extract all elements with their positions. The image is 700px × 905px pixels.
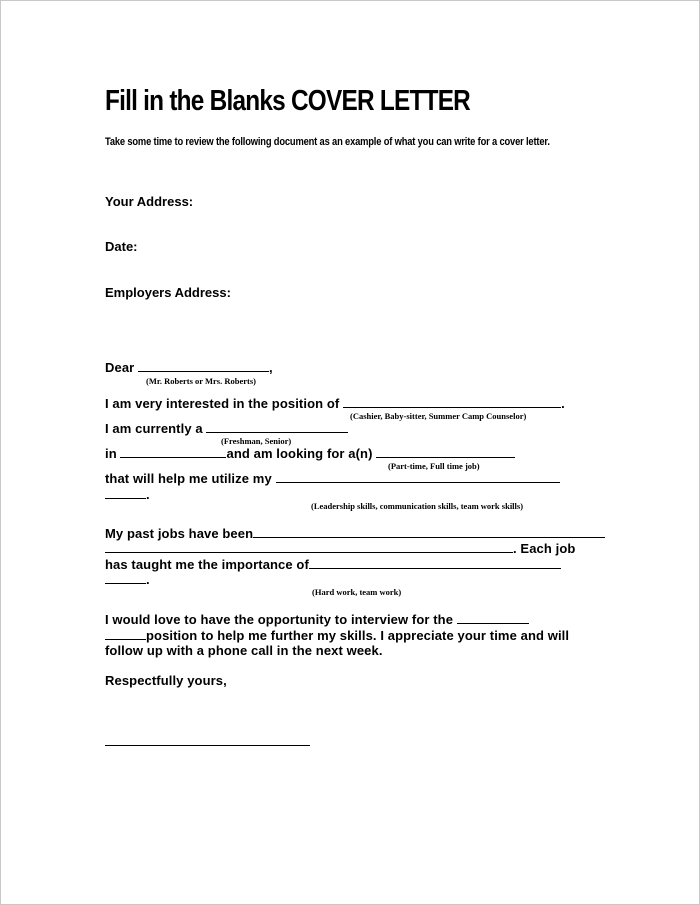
taught-blank-2[interactable] xyxy=(105,572,146,584)
salutation-trail: , xyxy=(269,360,273,375)
position-hint: (Cashier, Baby-sitter, Summer Camp Counselor) xyxy=(350,411,527,421)
past-jobs-line xyxy=(105,526,605,541)
taught-prefix: has taught me the importance of xyxy=(105,557,309,572)
utilize-hint: (Leadership skills, communication skills, team work skills) xyxy=(311,501,524,511)
interview-position-blank-2[interactable] xyxy=(105,628,146,640)
closing-line-1 xyxy=(105,612,529,627)
taught-blank[interactable] xyxy=(309,557,561,569)
closing-line-3: follow up with a phone call in the next week. xyxy=(105,643,383,658)
in-prefix: in xyxy=(105,446,117,461)
position-prefix: I am very interested in the position of xyxy=(105,396,340,411)
job-type-blank[interactable] xyxy=(376,446,515,458)
currently-prefix: I am currently a xyxy=(105,421,203,436)
utilize-trail: . xyxy=(146,487,150,502)
intro-text: Take some time to review the following document as an example of what you can write for a cover letter. xyxy=(105,136,550,148)
in-hint: (Part-time, Full time job) xyxy=(388,461,480,471)
salutation-line xyxy=(105,360,273,375)
each-job-text: . Each job xyxy=(513,541,576,556)
currently-hint: (Freshman, Senior) xyxy=(221,436,292,446)
signoff-text: Respectfully yours, xyxy=(105,673,227,688)
position-trail: . xyxy=(561,396,565,411)
past-jobs-continue-line xyxy=(105,541,575,556)
interview-position-blank[interactable] xyxy=(457,612,529,624)
closing-text-1: I would love to have the opportunity to interview for the xyxy=(105,612,454,627)
page-title: Fill in the Blanks COVER LETTER xyxy=(105,85,471,117)
closing-line-2 xyxy=(105,628,569,643)
past-jobs-prefix: My past jobs have been xyxy=(105,526,254,541)
employers-address-label: Employers Address: xyxy=(105,285,231,300)
past-jobs-blank[interactable] xyxy=(253,526,605,538)
taught-hint: (Hard work, team work) xyxy=(312,587,402,597)
utilize-line xyxy=(105,471,560,486)
signature-line[interactable] xyxy=(105,745,310,746)
closing-text-2: position to help me further my skills. I appreciate your time and will xyxy=(146,628,570,643)
salutation-word: Dear xyxy=(105,360,135,375)
in-line xyxy=(105,446,515,461)
taught-line xyxy=(105,557,561,572)
utilize-prefix: that will help me utilize my xyxy=(105,471,272,486)
currently-line xyxy=(105,421,348,436)
currently-blank[interactable] xyxy=(206,421,348,433)
salutation-hint: (Mr. Roberts or Mrs. Roberts) xyxy=(146,376,256,386)
your-address-label: Your Address: xyxy=(105,194,194,209)
utilize-blank-2[interactable] xyxy=(105,487,146,499)
position-blank[interactable] xyxy=(343,396,561,408)
in-middle: and am looking for a(n) xyxy=(226,446,373,461)
in-blank[interactable] xyxy=(120,446,226,458)
utilize-continue-line xyxy=(105,487,150,502)
taught-trail: . xyxy=(146,572,150,587)
past-jobs-blank-2[interactable] xyxy=(105,541,513,553)
date-label: Date: xyxy=(105,239,138,254)
salutation-blank[interactable] xyxy=(138,360,269,372)
position-line xyxy=(105,396,565,411)
utilize-blank[interactable] xyxy=(276,471,560,483)
taught-continue-line xyxy=(105,572,150,587)
